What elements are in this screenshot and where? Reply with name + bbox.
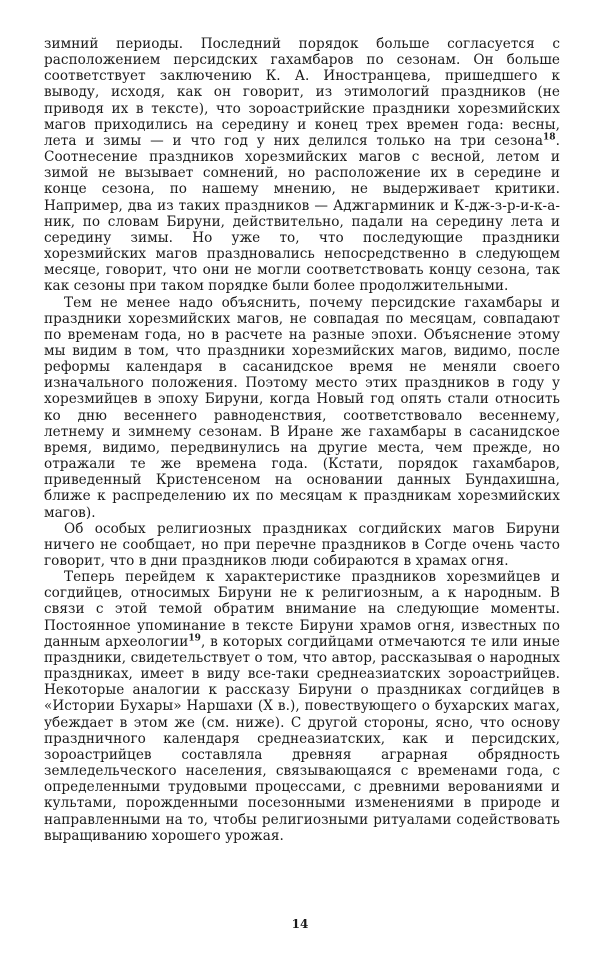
page-number: 14 xyxy=(291,917,309,931)
page-body xyxy=(44,36,560,936)
paragraph-4-text-b: , в которых согдийцами отмечаются те или иные праздники, свидетельствует о том, что автор, рассказывая о народных праздниках, имеет в виду все-таки среднеазиатских зороастрийцев. Некоторые аналогии к рассказу Бируни о праздниках согдийцев в «Истории Бухары» Наршахи (X в.), повествующего о бухарских магах, убеждает в этом же (см. ниже). С другой стороны, ясно, что основу праздничного календаря среднеазиатских, как и персидских, зороастрийцев составляла древняя аграрная обрядность земледельческого населения, связывающаяся с временами года, с определенными трудовыми процессами, с древними верованиями и культами, порожденными посезонными изменениями в природе и направленными на то, чтобы религиозными ритуалами содействовать выращиванию хорошего урожая. xyxy=(44,633,560,844)
paragraph-4-text-a: Теперь перейдем к характеристике праздников хорезмийцев и согдийцев, относимых Бируни не к религиозным, а к народным. В связи с этой темой обратим внимание на следующие моменты. Постоянное упоминание в тексте Бируни храмов огня, известных по данным археологии xyxy=(44,569,560,650)
paragraph-1-text-b: . Соотнесение праздников хорезмийских магов с весной, летом и зимой не вызывает сомнений, но расположение их в середине и конце сезона, по нашему мнению, не выдерживает критики. Например, два из таких праздников — Аджгарминик и К-дж-з-р-и-к-а-ник, по словам Бируни, действительно, падали на середину лета и середину зимы. Но уже то, что последующие праздники хорезмийских магов праздновались непосредственно в следующем месяце, говорит, что они не могли соответствовать концу сезона, так как сезоны при таком порядке были более продолжительными. xyxy=(44,132,560,295)
footnote-ref-18: 18 xyxy=(543,132,556,143)
paragraph-1 xyxy=(44,36,560,295)
paragraph-3 xyxy=(44,521,560,569)
paragraph-4 xyxy=(44,569,560,844)
paragraph-1-text-a: зимний периоды. Последний порядок больше согласуется с расположением персидских гахамбаров по сезонам. Он больше соответствует заключению К. А. Иностранцева, пришедшего к выводу, исходя, как он говорит, из этимологий праздников (не приводя их в тексте), что зороастрийские праздники хорезмийских магов приходились на середину и конец трех времен года: весны, лета и зимы — и что год у них делился только на три сезона xyxy=(44,36,560,149)
footnote-ref-19: 19 xyxy=(188,633,201,644)
paragraph-2-text: Тем не менее надо объяснить, почему персидские гахамбары и праздники хорезмийских магов, не совпадая по месяцам, совпадают по временам года, но в расчете на разные эпохи. Объяснение этому мы видим в том, что праздники хорезмийских магов, видимо, после реформы календаря в сасанидское время не меняли своего изначального положения. Поэтому место этих праздников в году у хорезмийцев в эпоху Бируни, когда Новый год опять стали относить ко дню весеннего равноденствия, соответствовало весеннему, летнему и зимнему сезонам. В Иране же гахамбары в сасанидское время, видимо, передвинулись на другие места, чем прежде, но отражали те же времена года. (Кстати, порядок гахамбаров, приведенный Кристенсеном на основании данных Бундахишна, ближе к распределению их по месяцам к праздникам хорезмийских магов). xyxy=(44,294,560,521)
paragraph-3-text: Об особых религиозных праздниках согдийских магов Бируни ничего не сообщает, но при перечне праздников в Согде очень часто говорит, что в дни праздников люди собираются в храмах огня. xyxy=(44,520,560,569)
paragraph-2 xyxy=(44,295,560,521)
